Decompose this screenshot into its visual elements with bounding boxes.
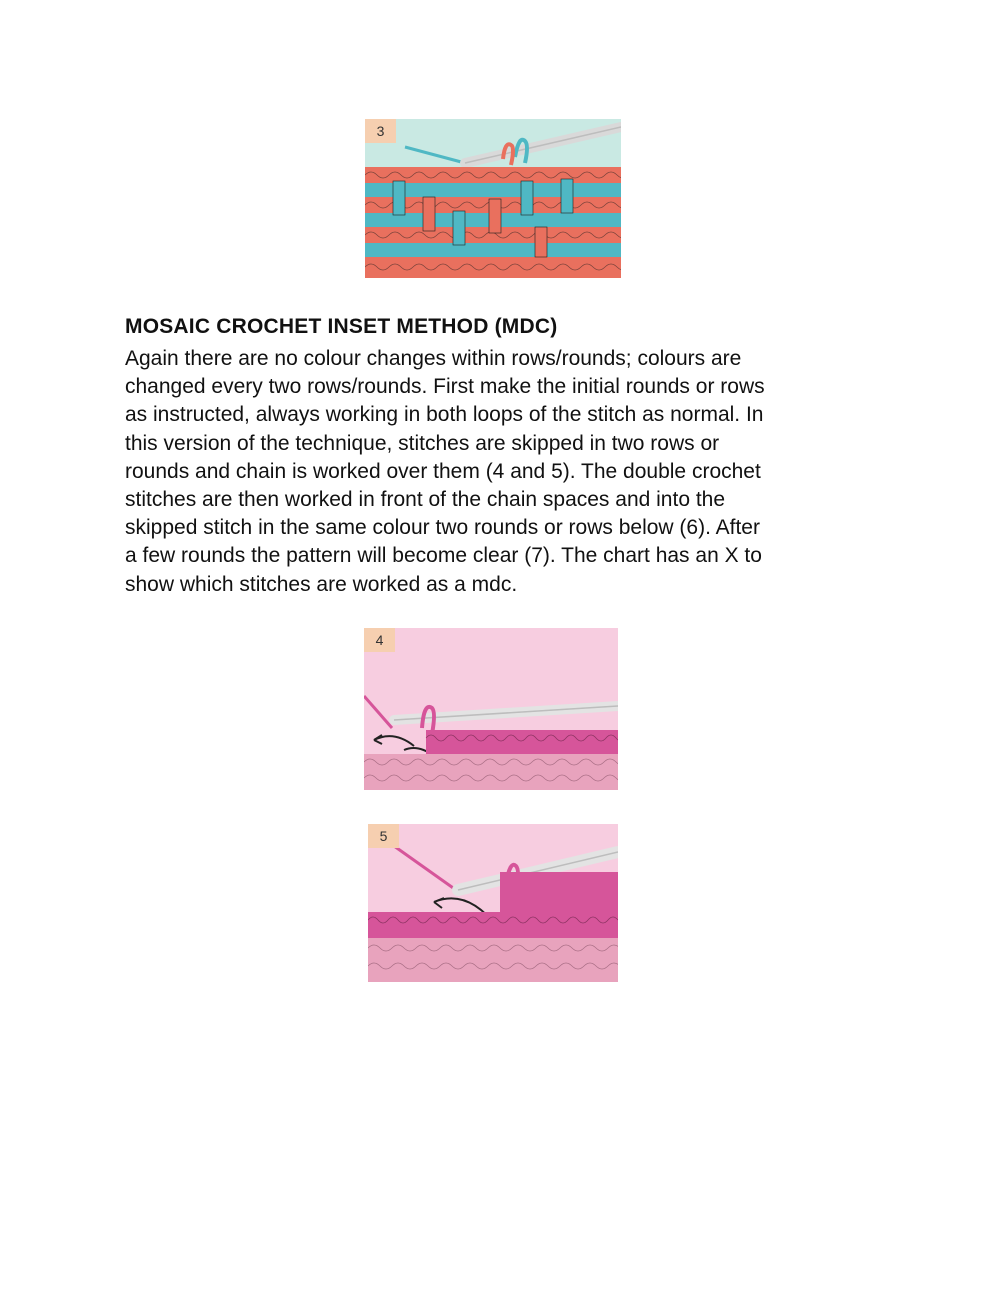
figure-3-illustration: [365, 119, 621, 278]
paragraph-line: as instructed, always working in both loops of the stitch as normal. In: [125, 403, 764, 427]
paragraph-line: Again there are no colour changes within rows/rounds; colours are: [125, 347, 742, 370]
figure-5-illustration: [368, 824, 618, 982]
paragraph-line: rounds and chain is worked over them (4 and 5). The double crochet: [125, 459, 761, 483]
paragraph-line: changed every two rows/rounds. First make the initial rounds or rows: [125, 375, 765, 399]
body-paragraph: [125, 345, 885, 599]
paragraph-line: this version of the technique, stitches are skipped in two rows or: [125, 431, 720, 455]
section-heading: MOSAIC CROCHET INSET METHOD (MDC): [125, 315, 558, 338]
double-crochet-into-skipped-stitch-illustration: [368, 824, 618, 982]
paragraph-line: a few rounds the pattern will become clear (7). The chart has an X to: [125, 544, 762, 568]
figure-4-illustration: [364, 628, 618, 790]
paragraph-line: skipped stitch in the same colour two rounds or rows below (6). After: [125, 516, 760, 540]
paragraph-line: stitches are then worked in front of the chain spaces and into the: [125, 488, 726, 512]
figure-number-badge: 5: [368, 824, 399, 848]
paragraph-line: show which stitches are worked as a mdc.: [125, 572, 518, 596]
figure-number-badge: 4: [364, 628, 395, 652]
mosaic-stitch-illustration: [365, 119, 621, 278]
chain-over-skipped-stitches-illustration: [364, 628, 618, 790]
figure-number-badge: 3: [365, 119, 396, 143]
